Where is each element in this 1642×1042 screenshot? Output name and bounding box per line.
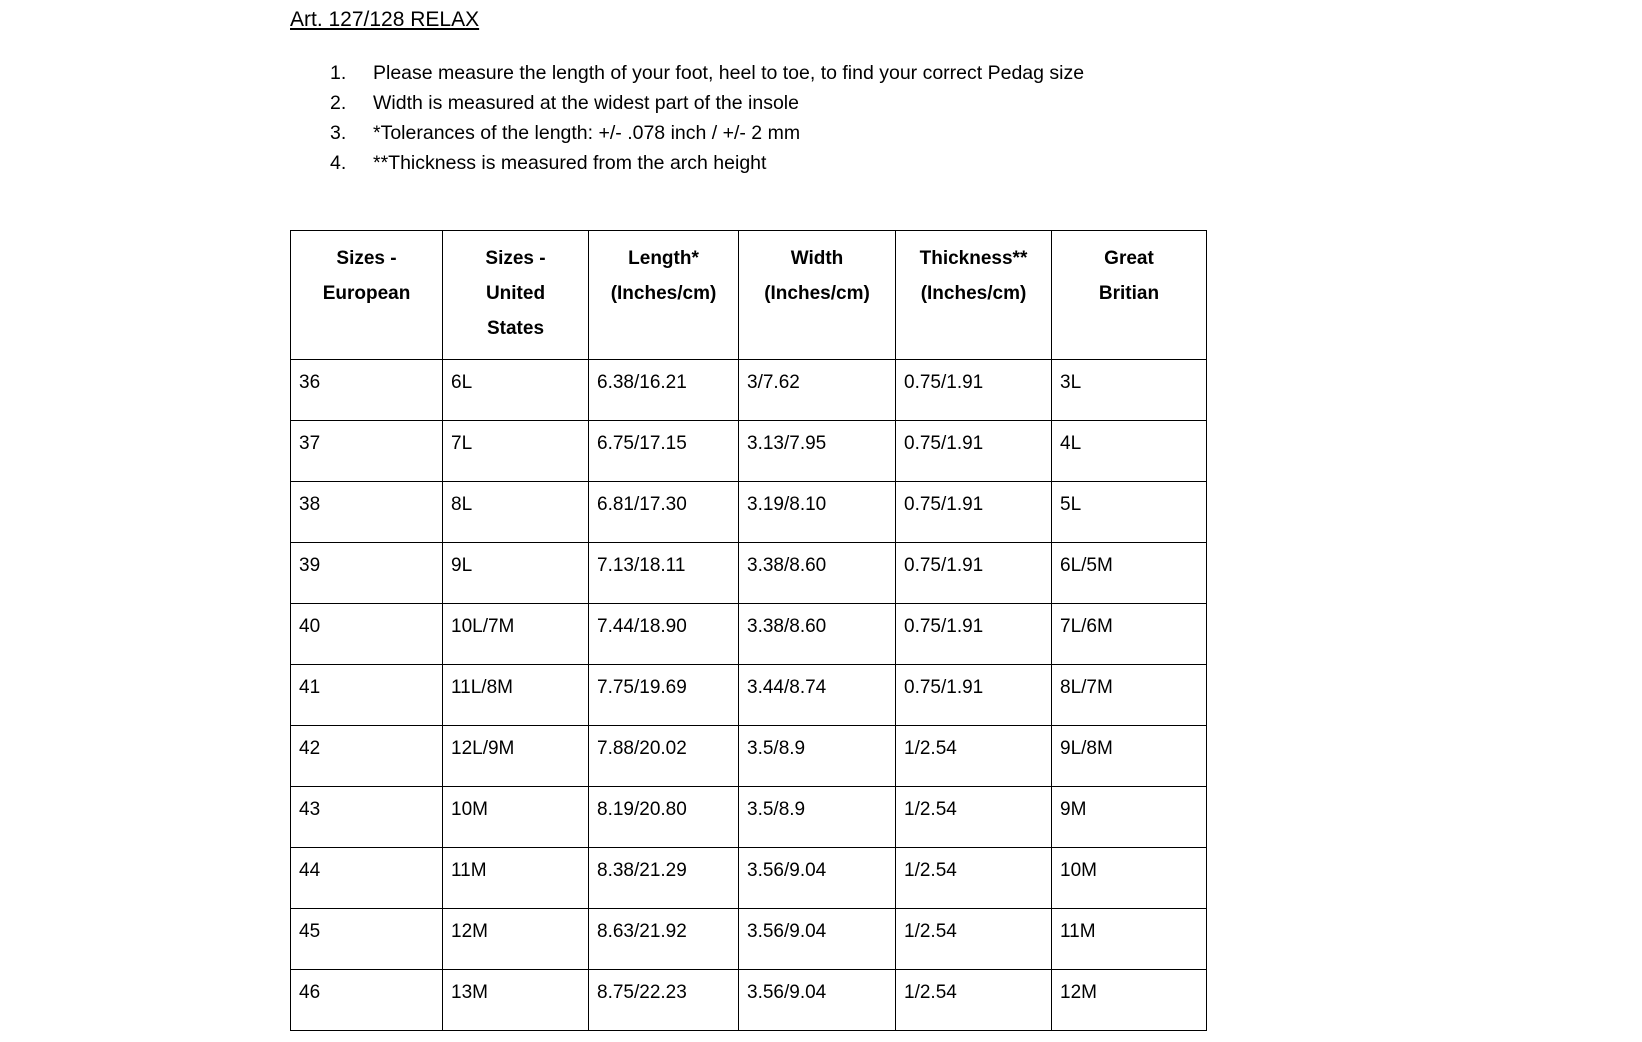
cell-length: 6.81/17.30 <box>589 482 739 543</box>
cell-thickness: 0.75/1.91 <box>896 665 1052 726</box>
cell-width: 3.56/9.04 <box>739 848 896 909</box>
cell-european: 41 <box>291 665 443 726</box>
cell-united-states: 11L/8M <box>443 665 589 726</box>
cell-width: 3.56/9.04 <box>739 970 896 1031</box>
cell-great-britian: 9M <box>1052 787 1207 848</box>
column-header-width: Width (Inches/cm) <box>739 231 896 360</box>
table-row <box>291 726 1207 787</box>
cell-european: 43 <box>291 787 443 848</box>
cell-european: 36 <box>291 360 443 421</box>
cell-european: 44 <box>291 848 443 909</box>
list-item-text: **Thickness is measured from the arch height <box>373 152 767 174</box>
cell-united-states: 12M <box>443 909 589 970</box>
list-item-number: 3. <box>330 122 347 144</box>
cell-united-states: 10L/7M <box>443 604 589 665</box>
cell-thickness: 0.75/1.91 <box>896 604 1052 665</box>
cell-width: 3.38/8.60 <box>739 604 896 665</box>
cell-great-britian: 8L/7M <box>1052 665 1207 726</box>
cell-great-britian: 10M <box>1052 848 1207 909</box>
cell-great-britian: 3L <box>1052 360 1207 421</box>
table-row <box>291 360 1207 421</box>
list-item-text: Width is measured at the widest part of the insole <box>373 92 799 114</box>
table-row <box>291 421 1207 482</box>
cell-thickness: 1/2.54 <box>896 909 1052 970</box>
cell-length: 7.75/19.69 <box>589 665 739 726</box>
cell-european: 38 <box>291 482 443 543</box>
cell-width: 3/7.62 <box>739 360 896 421</box>
cell-width: 3.5/8.9 <box>739 726 896 787</box>
cell-length: 8.38/21.29 <box>589 848 739 909</box>
cell-width: 3.13/7.95 <box>739 421 896 482</box>
column-header-united-states: Sizes - United States <box>443 231 589 360</box>
cell-great-britian: 11M <box>1052 909 1207 970</box>
table-row <box>291 604 1207 665</box>
cell-thickness: 1/2.54 <box>896 726 1052 787</box>
list-item-text: Please measure the length of your foot, heel to toe, to find your correct Pedag size <box>373 62 1085 84</box>
table-row <box>291 848 1207 909</box>
table-row <box>291 543 1207 604</box>
cell-european: 37 <box>291 421 443 482</box>
cell-united-states: 9L <box>443 543 589 604</box>
list-item <box>330 148 1430 178</box>
cell-thickness: 0.75/1.91 <box>896 360 1052 421</box>
cell-great-britian: 4L <box>1052 421 1207 482</box>
cell-length: 6.75/17.15 <box>589 421 739 482</box>
table-row <box>291 665 1207 726</box>
column-header-length: Length* (Inches/cm) <box>589 231 739 360</box>
column-header-european: Sizes - European <box>291 231 443 360</box>
cell-length: 8.63/21.92 <box>589 909 739 970</box>
cell-united-states: 8L <box>443 482 589 543</box>
cell-great-britian: 5L <box>1052 482 1207 543</box>
cell-great-britian: 12M <box>1052 970 1207 1031</box>
cell-european: 40 <box>291 604 443 665</box>
cell-european: 45 <box>291 909 443 970</box>
page-title: Art. 127/128 RELAX <box>290 8 480 31</box>
list-item-text: *Tolerances of the length: +/- .078 inch / +/- 2 mm <box>373 122 801 144</box>
cell-length: 6.38/16.21 <box>589 360 739 421</box>
table-row <box>291 970 1207 1031</box>
list-item-number: 2. <box>330 92 347 114</box>
cell-european: 42 <box>291 726 443 787</box>
table-row <box>291 787 1207 848</box>
cell-great-britian: 7L/6M <box>1052 604 1207 665</box>
cell-width: 3.5/8.9 <box>739 787 896 848</box>
cell-length: 8.19/20.80 <box>589 787 739 848</box>
column-header-great-britian: Great Britian <box>1052 231 1207 360</box>
cell-thickness: 1/2.54 <box>896 848 1052 909</box>
cell-width: 3.44/8.74 <box>739 665 896 726</box>
cell-great-britian: 9L/8M <box>1052 726 1207 787</box>
cell-united-states: 10M <box>443 787 589 848</box>
cell-thickness: 0.75/1.91 <box>896 482 1052 543</box>
cell-thickness: 1/2.54 <box>896 970 1052 1031</box>
cell-width: 3.38/8.60 <box>739 543 896 604</box>
notes-list <box>330 58 1430 178</box>
size-chart-table <box>290 230 1207 1031</box>
cell-european: 39 <box>291 543 443 604</box>
cell-width: 3.19/8.10 <box>739 482 896 543</box>
cell-width: 3.56/9.04 <box>739 909 896 970</box>
cell-great-britian: 6L/5M <box>1052 543 1207 604</box>
cell-european: 46 <box>291 970 443 1031</box>
cell-united-states: 13M <box>443 970 589 1031</box>
list-item <box>330 58 1430 88</box>
cell-thickness: 1/2.54 <box>896 787 1052 848</box>
list-item <box>330 88 1430 118</box>
cell-length: 8.75/22.23 <box>589 970 739 1031</box>
table-header-row <box>291 231 1207 360</box>
table-row <box>291 909 1207 970</box>
cell-united-states: 7L <box>443 421 589 482</box>
column-header-thickness: Thickness** (Inches/cm) <box>896 231 1052 360</box>
cell-thickness: 0.75/1.91 <box>896 543 1052 604</box>
cell-length: 7.88/20.02 <box>589 726 739 787</box>
cell-united-states: 12L/9M <box>443 726 589 787</box>
cell-length: 7.44/18.90 <box>589 604 739 665</box>
table-row <box>291 482 1207 543</box>
cell-length: 7.13/18.11 <box>589 543 739 604</box>
cell-united-states: 11M <box>443 848 589 909</box>
cell-united-states: 6L <box>443 360 589 421</box>
list-item-number: 1. <box>330 62 347 84</box>
cell-thickness: 0.75/1.91 <box>896 421 1052 482</box>
list-item-number: 4. <box>330 152 347 174</box>
list-item <box>330 118 1430 148</box>
